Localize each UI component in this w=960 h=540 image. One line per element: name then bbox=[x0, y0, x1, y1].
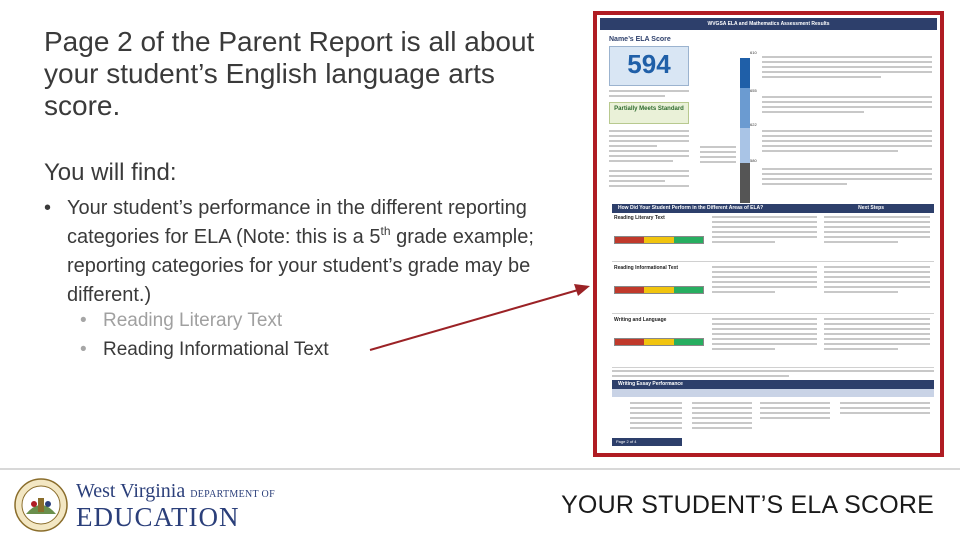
main-bullet bbox=[44, 194, 534, 310]
sub-bullet-label: Reading Informational Text bbox=[103, 339, 329, 360]
footer-title: YOUR STUDENT’S ELA SCORE bbox=[561, 491, 934, 519]
report-score-box bbox=[609, 46, 689, 86]
report-standard: Partially Meets Standard bbox=[609, 102, 689, 124]
logo-education: EDUCATION bbox=[76, 501, 240, 532]
ordinal-suffix: th bbox=[380, 224, 391, 238]
find-heading: You will find: bbox=[44, 159, 177, 186]
main-bullet-text bbox=[67, 194, 534, 310]
sub-bullet-literary bbox=[80, 307, 282, 335]
performance-scale bbox=[740, 58, 750, 203]
logo-dept-of: DEPARTMENT OF bbox=[190, 488, 275, 500]
report-page-label: Page 2 of 4 bbox=[612, 438, 682, 446]
scale-mark: 655 bbox=[750, 88, 757, 93]
sub-bullet-label: Reading Literary Text bbox=[103, 310, 283, 331]
sub-bullet-informational bbox=[80, 336, 329, 364]
main-bullet-text-a: Your student’s performance in the different reporting categories for ELA (Note: this is a 5 bbox=[67, 197, 527, 248]
report-header: WVGSA ELA and Mathematics Assessment Results bbox=[600, 18, 937, 30]
categories-header-text: How Did Your Student Perform in the Different Areas of ELA? bbox=[618, 205, 764, 211]
category-row bbox=[612, 264, 934, 314]
bullet-dot: • bbox=[44, 197, 52, 219]
categories-header bbox=[612, 204, 934, 213]
essay-header: Writing Essay Performance bbox=[612, 380, 934, 389]
scale-mark: 622 bbox=[750, 122, 757, 127]
bullet-dot: • bbox=[80, 339, 87, 360]
logo-state-name: West Virginia bbox=[76, 479, 186, 502]
report-score-label: Name’s ELA Score bbox=[609, 36, 671, 43]
parent-report-page-image bbox=[593, 11, 944, 457]
category-name: Writing and Language bbox=[614, 317, 667, 323]
bullet-dot: • bbox=[80, 310, 87, 331]
category-name: Reading Informational Text bbox=[614, 265, 679, 271]
category-name: Reading Literary Text bbox=[614, 215, 665, 221]
next-steps-label: Next Steps bbox=[858, 205, 884, 211]
report-score: 594 bbox=[627, 49, 671, 79]
state-seal-icon bbox=[14, 478, 68, 532]
scale-mark: 580 bbox=[750, 158, 757, 163]
category-row bbox=[612, 316, 934, 368]
main-bullet-text-b: grade example; reporting categories for your student’s grade may be different.) bbox=[67, 226, 534, 306]
wv-education-logo bbox=[14, 478, 275, 532]
intro-text: Page 2 of the Parent Report is all about your student’s English language arts score. bbox=[44, 26, 535, 121]
category-row bbox=[612, 214, 934, 262]
scale-mark: 610 bbox=[750, 50, 757, 55]
footer-divider bbox=[0, 468, 960, 470]
